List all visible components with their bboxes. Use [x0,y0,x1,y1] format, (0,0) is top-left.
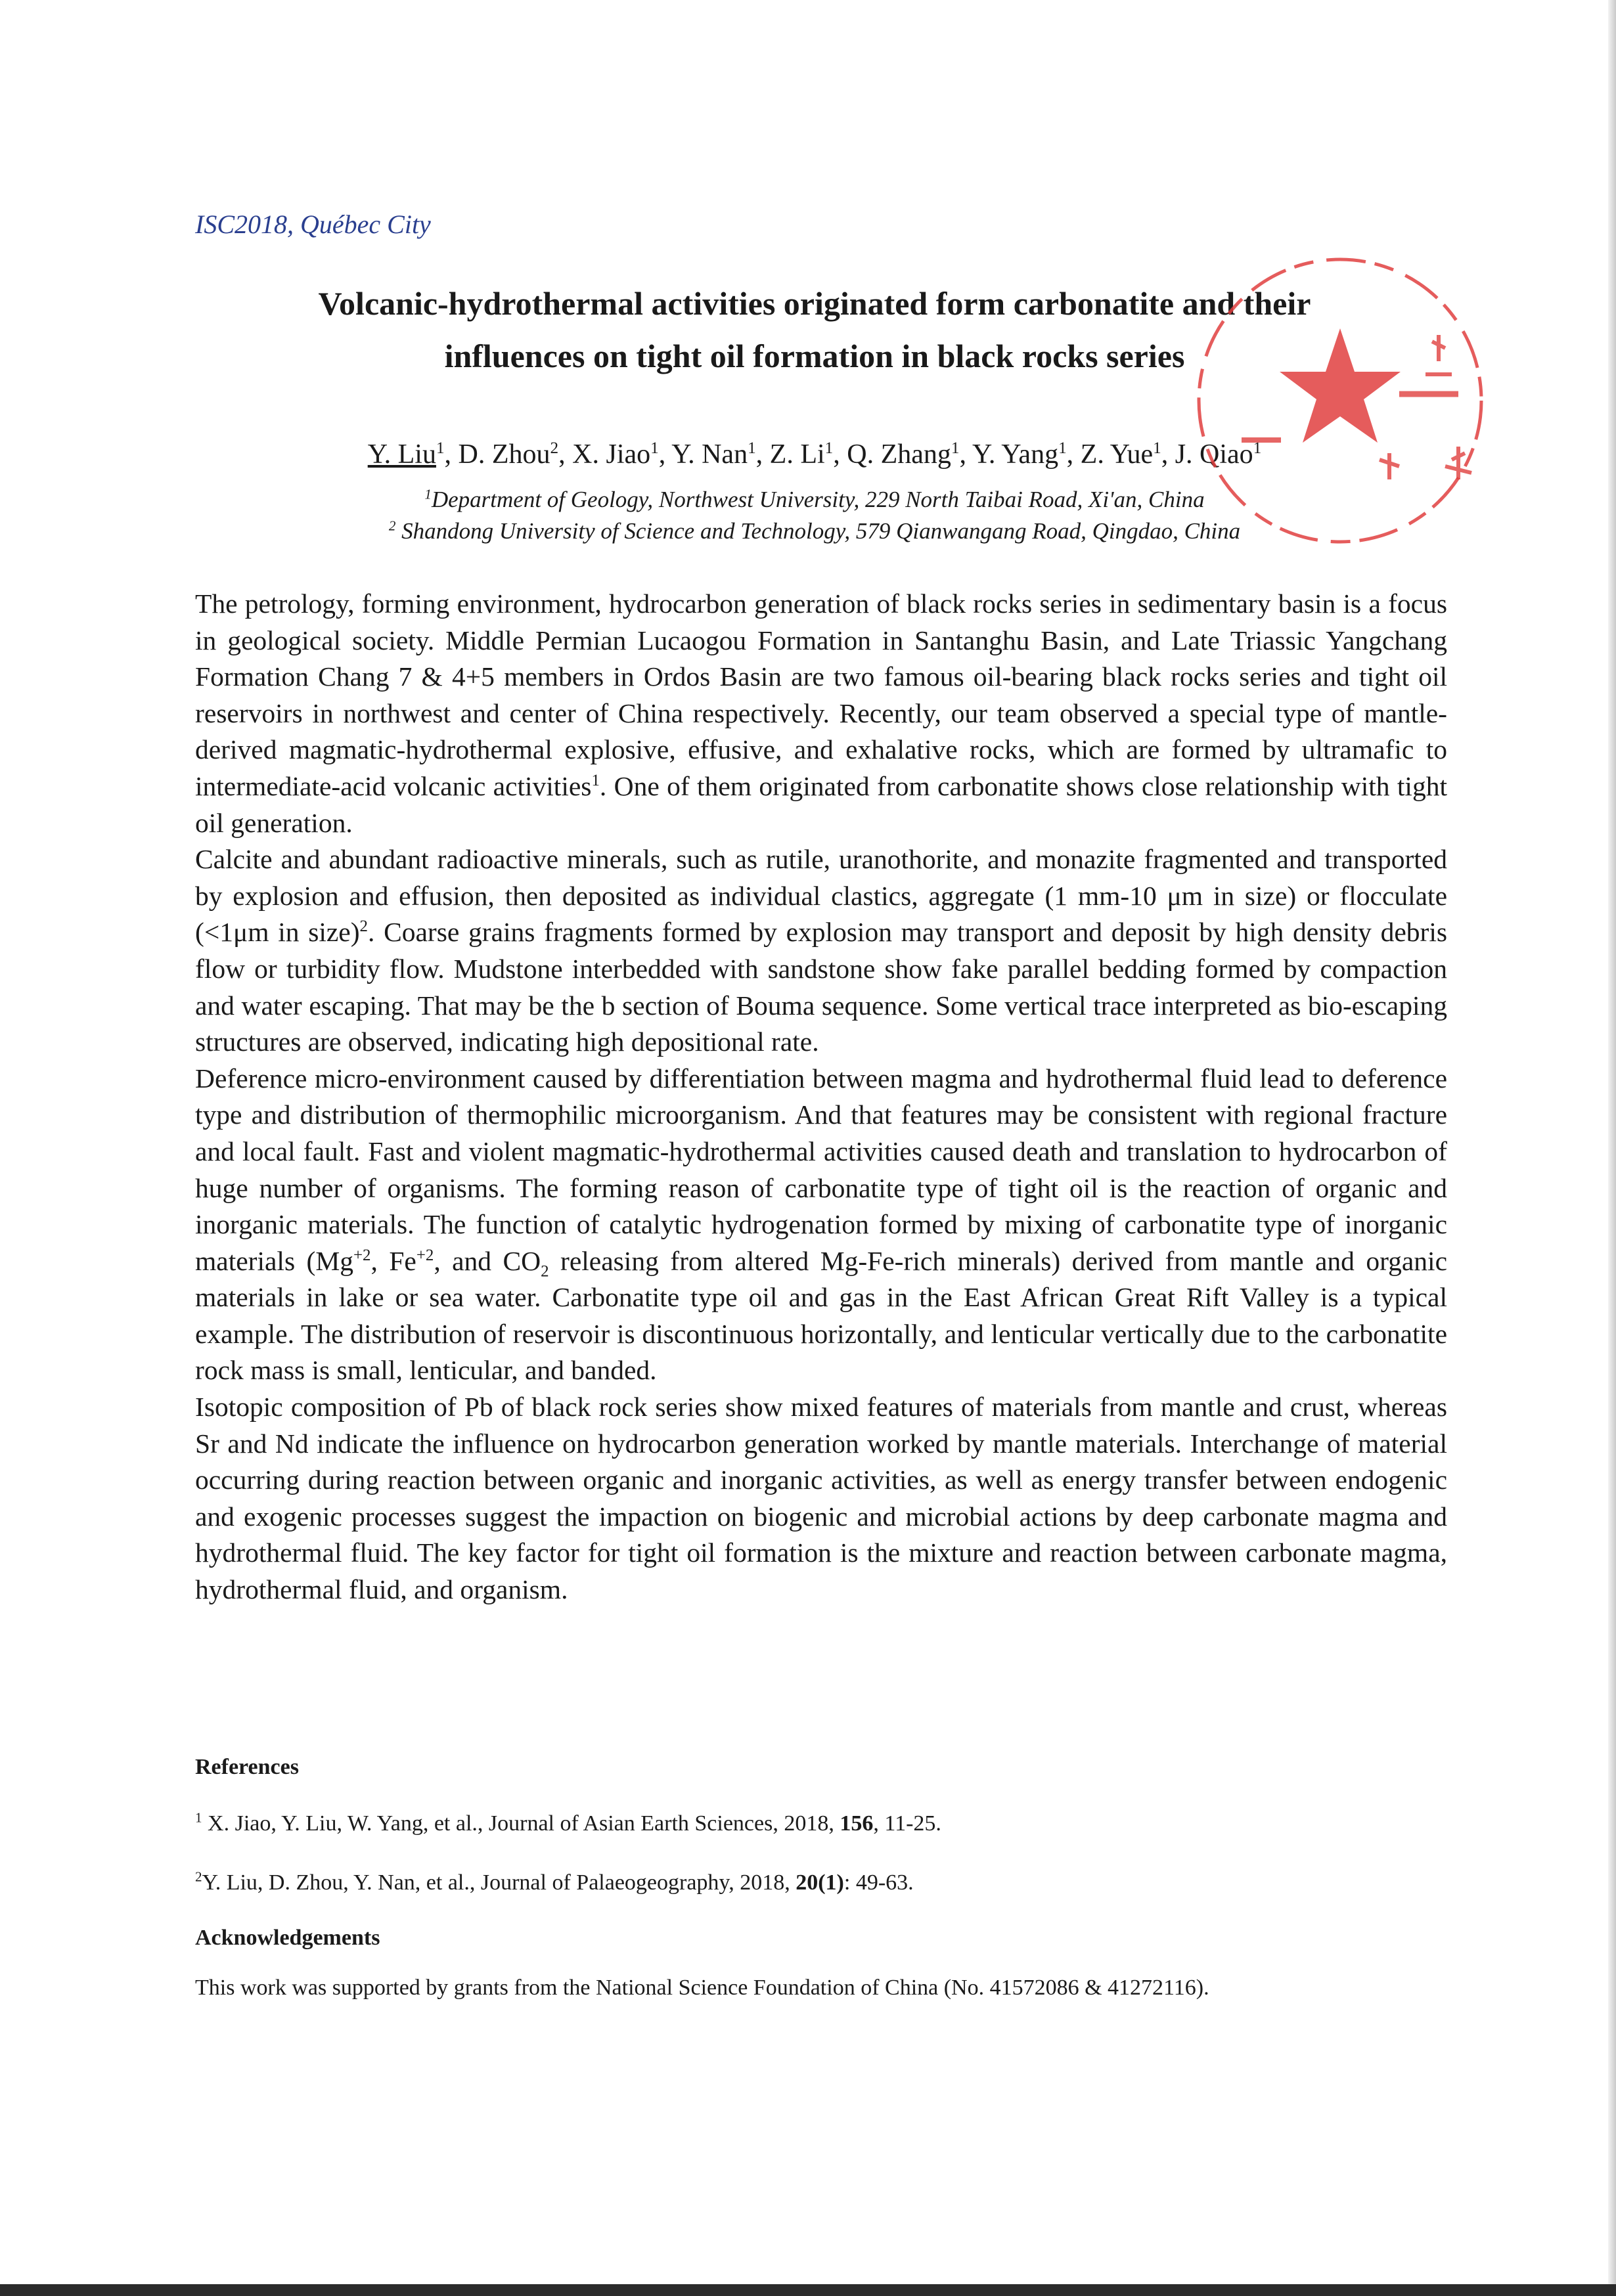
paragraph-text: Calcite and abundant radioactive minerals, such as rutile, uranothorite, and monazite fragmented and transported by explosion and effusion, then deposited as individual clastics, aggregate (1 mm-10 μm in size) or flocculate (<1μm in size) [195,844,1447,948]
author-name: Z. Yue [1080,439,1154,470]
author-name: Y. Yang [972,439,1059,470]
reference-text: : 49-63. [843,1870,914,1895]
author-affiliation-mark: 1 [951,439,960,457]
author-name: Q. Zhang [847,439,951,470]
stamp-mark [1425,335,1452,374]
paragraph-text: . One of them originated from carbonatite shows close relationship with tight oil generation. [195,770,1447,838]
paragraph-text: Deference micro-environment caused by differentiation between magma and hydrothermal fluid lead to deference type and distribution of thermophilic microorganism. And that features may be consistent with regional fracture and local fault. Fast and violent magmatic-hydrothermal activities caused death and translation to hydrocarbon of huge number of organisms. The forming reason of carbonatite type of tight oil is the reaction of organic and inorganic materials. The function of catalytic hydrogenation formed by mixing of carbonatite type of inorganic materials (Mg [195,1063,1447,1276]
conference-header: ISC2018, Québec City [195,210,431,239]
scan-edge-bottom [0,2284,1616,2296]
reference-mark: 1 [195,1809,202,1826]
paragraph-text: releasing from altered Mg-Fe-rich minerals) derived from mantle and organic materials in lake or sea water. Carbonatite type oil and gas in the East African Great Rift Valley is a typical example. The distribution of reservoir is discontinuous horizontally, and lenticular vertically due to the carbonatite rock mass is small, lenticular, and banded. [195,1245,1448,1386]
affiliation-mark: 2 [388,518,396,534]
affiliation-mark: 1 [424,486,432,502]
author-affiliation-mark: 1 [824,439,834,457]
author-affiliation-mark: 1 [1058,439,1067,457]
citation-mark: 1 [591,772,600,790]
author-name: D. Zhou [458,439,550,470]
scan-edge-right [1608,0,1616,2296]
paragraph-2 [195,841,1447,1061]
reference-text: , 11-25. [873,1811,941,1836]
author-list: Y. Liu$^1$, D. Zhou$^2$, X. Jiao$^1$, Y. Nan$^1$, Z. Li$^1$, Q. Zhang$^1$, Y. Yang$^1$, Z. Yue$^1$, J. Qiao$^1$ [367,439,1262,470]
author-name: X. Jiao [572,439,651,470]
paragraph-4: Isotopic composition of Pb of black rock series show mixed features of materials from mantle and crust, whereas Sr and Nd indicate the influence on hydrocarbon generation worked by mantle materials. Interchange of material occurring during reaction between organic and inorganic activities, as well as energy transfer between endogenic and exogenic processes suggest the impaction on biogenic and microbial actions by deep carbonate magma and hydrothermal fluid. The key factor for tight oil formation is the mixture and reaction between carbonate magma, hydrothermal fluid, and organism. [195,1392,1447,1605]
paragraph-text: . Coarse grains fragments formed by explosion may transport and deposit by high density debris flow or turbidity flow. Mudstone interbedded with sandstone show fake parallel bedding formed by compaction and water escaping. That may be the b section of Bouma sequence. Some vertical trace interpreted as bio-escaping structures are observed, indicating high depositional rate. [195,917,1447,1057]
reference-volume: 156 [840,1811,874,1836]
reference-text: X. Jiao, Y. Liu, W. Yang, et al., Journal of Asian Earth Sciences, 2018, [208,1811,840,1836]
paragraph-1 [195,586,1447,841]
acknowledgements-text: This work was supported by grants from the National Science Foundation of China (No. 41572086 & 41272116). [195,1976,1209,2000]
paragraph-text: , and CO [434,1245,541,1276]
acknowledgements-heading: Acknowledgements [195,1926,380,1950]
reference-text: Y. Liu, D. Zhou, Y. Nan, et al., Journal of Palaeogeography, 2018, [202,1870,796,1895]
paragraph-text: , Fe [370,1245,416,1276]
official-seal-stamp [1182,243,1498,558]
author-name: J. Qiao [1175,439,1253,470]
reference-volume: 20(1) [796,1870,844,1895]
charge-superscript: +2 [416,1246,434,1264]
affiliation-text: Department of Geology, Northwest University, 229 North Taibai Road, Xi'an, China [431,487,1205,512]
author-affiliation-mark: 1 [1153,439,1161,457]
author-affiliation-mark: 1 [650,439,659,457]
author-affiliation-mark: 1 [1253,439,1262,457]
author-name: Y. Liu [367,439,436,470]
author-affiliation-mark: 2 [550,439,559,457]
reference-2 [195,1870,914,1895]
title-line-1: Volcanic-hydrothermal activities originated form carbonatite and their [318,285,1311,322]
title-line-2: influences on tight oil formation in black rocks series [444,338,1185,374]
paragraph-3 [195,1061,1447,1389]
star-icon [1280,328,1401,443]
author-affiliation-mark: 1 [748,439,756,457]
charge-superscript: +2 [353,1246,371,1264]
stamp-mark [1380,453,1399,479]
reference-mark: 2 [195,1868,202,1885]
reference-1 [195,1811,941,1836]
affiliation-text: Shandong University of Science and Technology, 579 Qianwangang Road, Qingdao, China [401,518,1241,544]
author-affiliation-mark: 1 [436,439,445,457]
chemical-subscript: 2 [541,1262,549,1280]
abstract-body [195,586,1447,1608]
references-heading: References [195,1755,299,1779]
paragraph-text: The petrology, forming environment, hydrocarbon generation of black rocks series in sedimentary basin is a focus in geological society. Middle Permian Lucaogou Formation in Santanghu Basin, and Late Triassic Yangchang Formation Chang 7 & 4+5 members in Ordos Basin are two famous oil-bearing black rocks series and tight oil reservoirs in northwest and center of China respectively. Recently, our team observed a special type of mantle-derived magmatic-hydrothermal explosive, effusive, and exhalative rocks, which are formed by ultramafic to intermediate-acid volcanic activities [195,588,1447,801]
author-name: Y. Nan [671,439,748,470]
citation-mark: 2 [359,917,368,936]
author-name: Z. Li [769,439,825,470]
